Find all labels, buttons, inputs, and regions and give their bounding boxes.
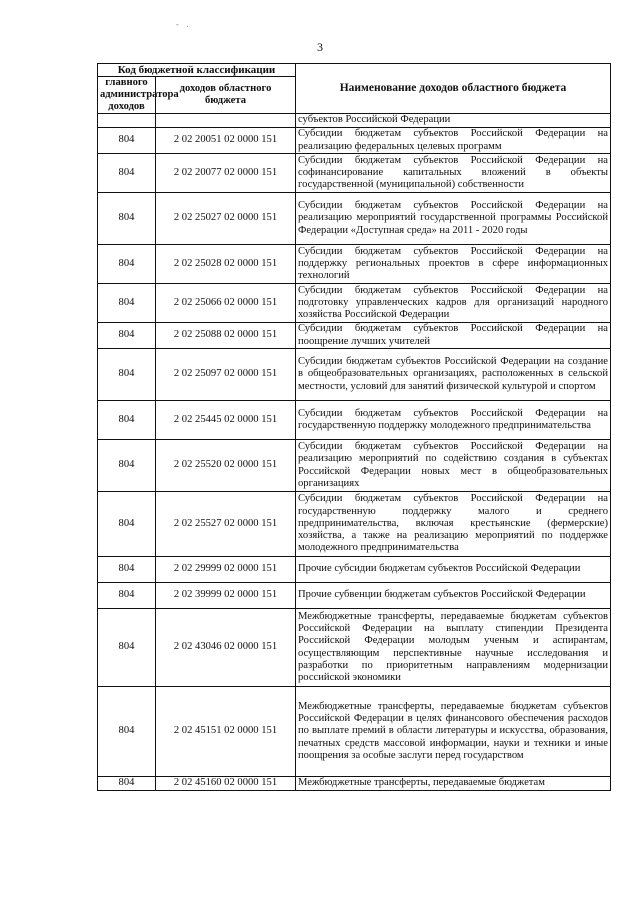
- table-row: [98, 583, 611, 609]
- admin-code-cell: [98, 114, 156, 128]
- header-chief-administrator: главного администратора доходов: [98, 77, 156, 114]
- income-name-cell: Прочие субсидии бюджетам субъектов Российской Федерации: [296, 557, 611, 583]
- income-name-cell: Прочие субвенции бюджетам субъектов Российской Федерации: [296, 583, 611, 609]
- admin-code-cell: 804: [98, 128, 156, 154]
- budget-classification-table: [97, 63, 611, 791]
- budget-code-cell: 2 02 39999 02 0000 151: [156, 583, 296, 609]
- table-row: [98, 777, 611, 791]
- income-name-cell: Субсидии бюджетам субъектов Российской Федерации на софинансирование капитальных вложений в объекты государственной (муниципальной) собственности: [296, 154, 611, 193]
- admin-code-cell: 804: [98, 323, 156, 349]
- income-name-cell: Субсидии бюджетам субъектов Российской Федерации на подготовку управленческих кадров для организаций народного хозяйства Российской Федерации: [296, 284, 611, 323]
- admin-code-cell: 804: [98, 284, 156, 323]
- budget-code-cell: 2 02 45151 02 0000 151: [156, 687, 296, 777]
- header-classification-code: Код бюджетной классификации: [98, 64, 296, 77]
- budget-code-cell: [156, 114, 296, 128]
- table-row: [98, 492, 611, 557]
- table-row: [98, 440, 611, 492]
- income-name-cell: Субсидии бюджетам субъектов Российской Федерации на государственную поддержку малого и среднего предпринимательства, включая крестьянские (фермерские) хозяйства, а также на реализацию мероприятий по поддержке молодежного предпринимательства: [296, 492, 611, 557]
- header-income-name: Наименование доходов областного бюджета: [296, 64, 611, 114]
- income-name-cell: Субсидии бюджетам субъектов Российской Федерации на создание в общеобразовательных организациях, расположенных в сельской местности, условий для занятий физической культурой и спортом: [296, 349, 611, 401]
- budget-code-cell: 2 02 25445 02 0000 151: [156, 401, 296, 440]
- table-row: [98, 323, 611, 349]
- budget-code-cell: 2 02 43046 02 0000 151: [156, 609, 296, 687]
- budget-code-cell: 2 02 25097 02 0000 151: [156, 349, 296, 401]
- admin-code-cell: 804: [98, 193, 156, 245]
- table-row: [98, 128, 611, 154]
- table-row: [98, 284, 611, 323]
- table-row: [98, 557, 611, 583]
- budget-code-cell: 2 02 25088 02 0000 151: [156, 323, 296, 349]
- page-number: 3: [317, 40, 323, 54]
- admin-code-cell: 804: [98, 440, 156, 492]
- admin-code-cell: 804: [98, 401, 156, 440]
- budget-code-cell: 2 02 20051 02 0000 151: [156, 128, 296, 154]
- admin-code-cell: 804: [98, 583, 156, 609]
- income-name-cell: Межбюджетные трансферты, передаваемые бюджетам: [296, 777, 611, 791]
- table-row: [98, 114, 611, 128]
- admin-code-cell: 804: [98, 245, 156, 284]
- table-row: [98, 245, 611, 284]
- income-name-cell: Субсидии бюджетам субъектов Российской Федерации на государственную поддержку молодежного предпринимательства: [296, 401, 611, 440]
- budget-code-cell: 2 02 29999 02 0000 151: [156, 557, 296, 583]
- income-name-cell: Субсидии бюджетам субъектов Российской Федерации на поощрение лучших учителей: [296, 323, 611, 349]
- income-name-cell: субъектов Российской Федерации: [296, 114, 611, 128]
- budget-code-cell: 2 02 25027 02 0000 151: [156, 193, 296, 245]
- budget-code-cell: 2 02 25527 02 0000 151: [156, 492, 296, 557]
- income-name-cell: Субсидии бюджетам субъектов Российской Федерации на реализацию мероприятий государственной программы Российской Федерации «Доступная среда» на 2011 - 2020 годы: [296, 193, 611, 245]
- admin-code-cell: 804: [98, 349, 156, 401]
- admin-code-cell: 804: [98, 154, 156, 193]
- budget-code-cell: 2 02 25028 02 0000 151: [156, 245, 296, 284]
- income-name-cell: Субсидии бюджетам субъектов Российской Федерации на реализацию федеральных целевых программ: [296, 128, 611, 154]
- admin-code-cell: 804: [98, 777, 156, 791]
- budget-code-cell: 2 02 20077 02 0000 151: [156, 154, 296, 193]
- header-regional-income: доходов областного бюджета: [156, 77, 296, 114]
- table-row: [98, 401, 611, 440]
- admin-code-cell: 804: [98, 687, 156, 777]
- budget-code-cell: 2 02 45160 02 0000 151: [156, 777, 296, 791]
- income-name-cell: Субсидии бюджетам субъектов Российской Федерации на поддержку региональных проектов в сфере информационных технологий: [296, 245, 611, 284]
- admin-code-cell: 804: [98, 609, 156, 687]
- scan-mark: - .: [176, 20, 192, 29]
- income-name-cell: Субсидии бюджетам субъектов Российской Федерации на реализацию мероприятий по содействию создания в субъектах Российской Федерации новых мест в общеобразовательных организациях: [296, 440, 611, 492]
- budget-code-cell: 2 02 25520 02 0000 151: [156, 440, 296, 492]
- budget-code-cell: 2 02 25066 02 0000 151: [156, 284, 296, 323]
- admin-code-cell: 804: [98, 492, 156, 557]
- table-row: [98, 193, 611, 245]
- table-row: [98, 154, 611, 193]
- income-name-cell: Межбюджетные трансферты, передаваемые бюджетам субъектов Российской Федерации в целях финансового обеспечения расходов по выплате премий в области литературы и искусства, образования, печатных средств массовой информации, науки и техники и иные поощрения за особые заслуги перед государством: [296, 687, 611, 777]
- table-row: [98, 609, 611, 687]
- table-row: [98, 687, 611, 777]
- income-name-cell: Межбюджетные трансферты, передаваемые бюджетам субъектов Российской Федерации на выплату стипендии Президента Российской Федерации молодым ученым и аспирантам, осуществляющим перспективные научные исследования и разработки по приоритетным направлениям модернизации российской экономики: [296, 609, 611, 687]
- admin-code-cell: 804: [98, 557, 156, 583]
- table-row: [98, 349, 611, 401]
